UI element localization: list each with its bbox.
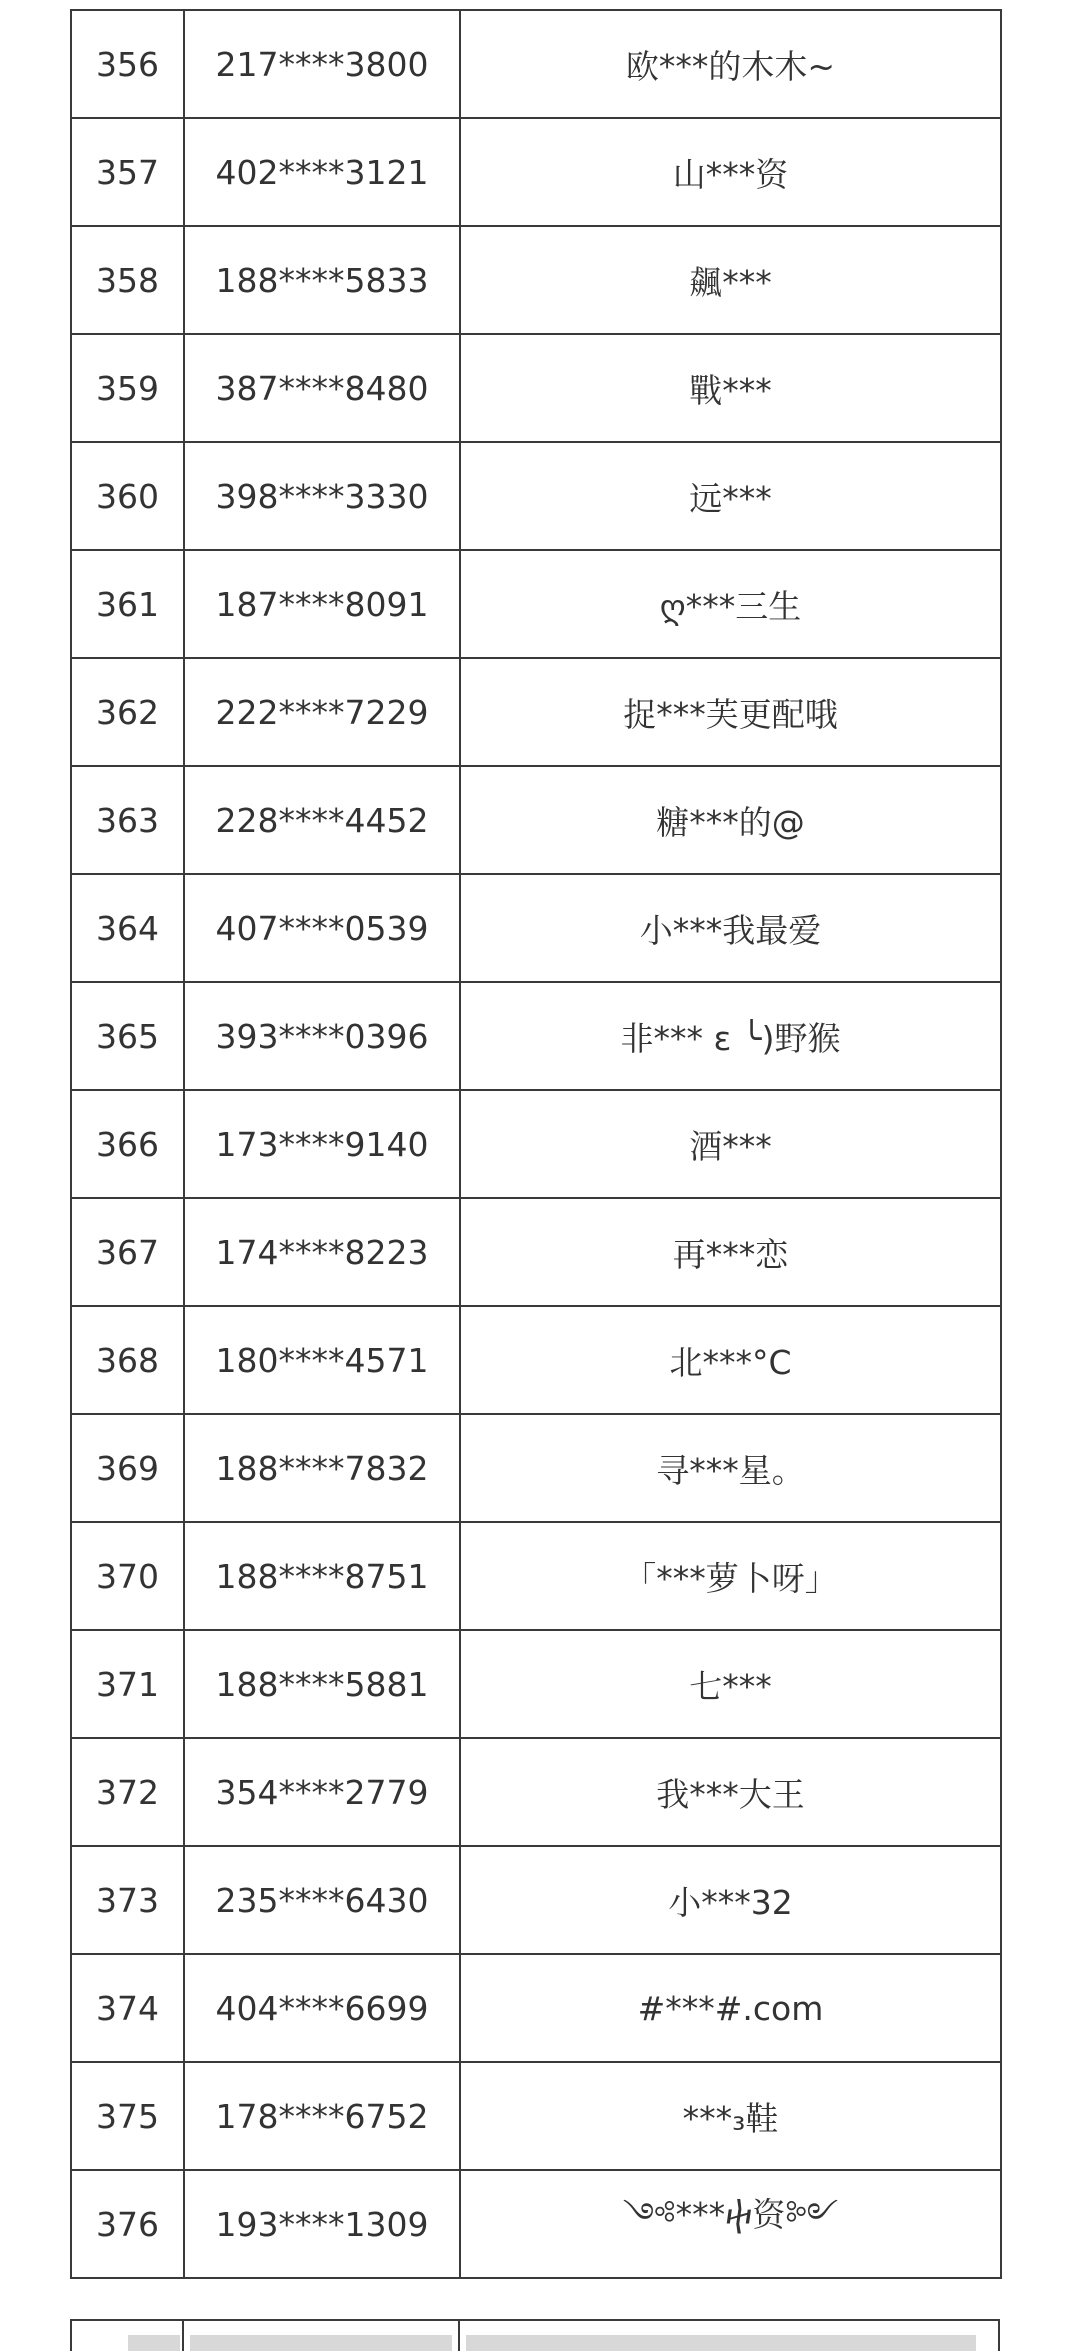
user-id-cell: 354****2779 — [184, 1738, 460, 1846]
user-id-cell: 193****1309 — [184, 2170, 460, 2278]
nickname-cell: 「***萝卜呀」 — [460, 1522, 1001, 1630]
rank-cell: 371 — [71, 1630, 184, 1738]
table-row — [71, 10, 1001, 118]
nickname-cell: 山***资 — [460, 118, 1001, 226]
rank-cell: 372 — [71, 1738, 184, 1846]
rank-cell: 357 — [71, 118, 184, 226]
winners-table — [70, 9, 1002, 2279]
user-id-cell: 180****4571 — [184, 1306, 460, 1414]
user-id-cell: 188****5881 — [184, 1630, 460, 1738]
table-row — [71, 226, 1001, 334]
rank-cell: 368 — [71, 1306, 184, 1414]
table-row — [71, 874, 1001, 982]
table-row — [71, 334, 1001, 442]
user-id-cell: 222****7229 — [184, 658, 460, 766]
rank-cell: 374 — [71, 1954, 184, 2062]
column-divider — [70, 2321, 72, 2351]
nickname-cell: 寻***星。 — [460, 1414, 1001, 1522]
user-id-cell: 187****8091 — [184, 550, 460, 658]
nickname-cell: 欧***的木木~ — [460, 10, 1001, 118]
rank-cell: 359 — [71, 334, 184, 442]
user-id-cell: 402****3121 — [184, 118, 460, 226]
table-row — [71, 658, 1001, 766]
table-row — [71, 550, 1001, 658]
cut-off-cell-shade — [190, 2335, 452, 2351]
user-id-cell: 235****6430 — [184, 1846, 460, 1954]
nickname-cell: ღ***三生 — [460, 550, 1001, 658]
cut-off-cell-shade — [128, 2335, 180, 2351]
nickname-cell: 七*** — [460, 1630, 1001, 1738]
rank-cell: 370 — [71, 1522, 184, 1630]
user-id-cell: 188****7832 — [184, 1414, 460, 1522]
rank-cell: 362 — [71, 658, 184, 766]
rank-cell: 375 — [71, 2062, 184, 2170]
nickname-cell: 再***恋 — [460, 1198, 1001, 1306]
rank-cell: 373 — [71, 1846, 184, 1954]
rank-cell: 366 — [71, 1090, 184, 1198]
nickname-cell: 我***大王 — [460, 1738, 1001, 1846]
table-row — [71, 1846, 1001, 1954]
user-id-cell: 188****8751 — [184, 1522, 460, 1630]
table-row — [71, 442, 1001, 550]
column-divider — [998, 2321, 1000, 2351]
rank-cell: 360 — [71, 442, 184, 550]
rank-cell: 364 — [71, 874, 184, 982]
table-row — [71, 1630, 1001, 1738]
rank-cell: 356 — [71, 10, 184, 118]
user-id-cell: 173****9140 — [184, 1090, 460, 1198]
table-row — [71, 1306, 1001, 1414]
nickname-cell: 远*** — [460, 442, 1001, 550]
nickname-cell: 酒*** — [460, 1090, 1001, 1198]
nickname-cell: 北***°C — [460, 1306, 1001, 1414]
rank-cell: 376 — [71, 2170, 184, 2278]
table-row — [71, 118, 1001, 226]
nickname-cell: #***#.com — [460, 1954, 1001, 2062]
rank-cell: 361 — [71, 550, 184, 658]
column-divider — [182, 2321, 184, 2351]
table-row — [71, 2062, 1001, 2170]
rank-cell: 358 — [71, 226, 184, 334]
winners-table-body — [71, 10, 1001, 2278]
rank-cell: 369 — [71, 1414, 184, 1522]
user-id-cell: 217****3800 — [184, 10, 460, 118]
nickname-cell: 戰*** — [460, 334, 1001, 442]
rank-cell: 363 — [71, 766, 184, 874]
nickname-cell: 捉***芙更配哦 — [460, 658, 1001, 766]
user-id-cell: 228****4452 — [184, 766, 460, 874]
user-id-cell: 387****8480 — [184, 334, 460, 442]
cut-off-cell-shade — [466, 2335, 976, 2351]
user-id-cell: 407****0539 — [184, 874, 460, 982]
table-row — [71, 766, 1001, 874]
table-row — [71, 1090, 1001, 1198]
table-row — [71, 1738, 1001, 1846]
nickname-cell: 糖***的@ — [460, 766, 1001, 874]
user-id-cell: 393****0396 — [184, 982, 460, 1090]
table-row — [71, 1198, 1001, 1306]
nickname-cell: 小***我最爱 — [460, 874, 1001, 982]
table-row — [71, 1954, 1001, 2062]
rank-cell: 367 — [71, 1198, 184, 1306]
nickname-cell: 非*** ε ╰)野猴 — [460, 982, 1001, 1090]
table-row — [71, 982, 1001, 1090]
nickname-cell: ༺***ⴕ资༻ — [460, 2170, 1001, 2278]
table-row — [71, 1414, 1001, 1522]
user-id-cell: 188****5833 — [184, 226, 460, 334]
table-row — [71, 2170, 1001, 2278]
user-id-cell: 178****6752 — [184, 2062, 460, 2170]
nickname-cell: ***₃鞋 — [460, 2062, 1001, 2170]
nickname-cell: 飆*** — [460, 226, 1001, 334]
user-id-cell: 174****8223 — [184, 1198, 460, 1306]
rank-cell: 365 — [71, 982, 184, 1090]
table-row — [71, 1522, 1001, 1630]
user-id-cell: 398****3330 — [184, 442, 460, 550]
partial-next-row — [70, 2319, 1000, 2351]
nickname-cell: 小***32 — [460, 1846, 1001, 1954]
winners-table-container — [70, 9, 1000, 2279]
column-divider — [458, 2321, 460, 2351]
user-id-cell: 404****6699 — [184, 1954, 460, 2062]
